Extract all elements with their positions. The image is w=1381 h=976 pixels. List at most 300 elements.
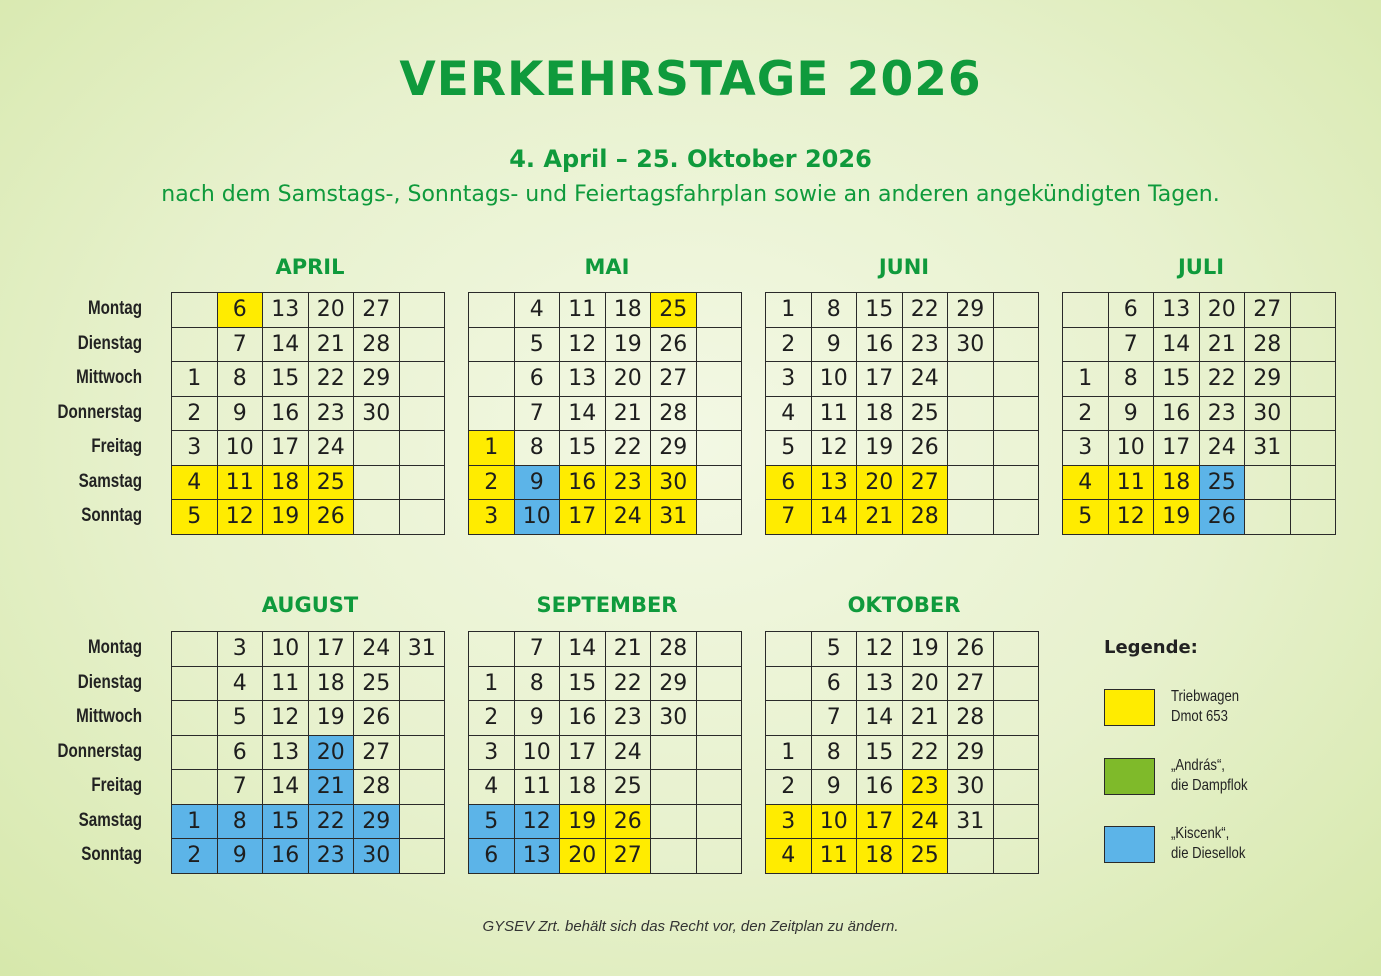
- day-cell: [469, 632, 515, 667]
- day-cell: [399, 839, 445, 874]
- day-cell: 8: [1108, 362, 1154, 397]
- day-cell: [993, 632, 1039, 667]
- day-cell: 26: [605, 804, 651, 839]
- day-cell: 6: [217, 735, 263, 770]
- calendar-row: [1063, 465, 1336, 500]
- legend-label-line2: die Dampflok: [1171, 777, 1248, 794]
- calendar-row: [172, 500, 445, 535]
- day-cell: [1290, 327, 1336, 362]
- day-cell: 4: [469, 770, 515, 805]
- day-cell: 30: [354, 839, 400, 874]
- day-cell: 25: [902, 839, 948, 874]
- day-cell: 7: [514, 396, 560, 431]
- day-cell: 25: [605, 770, 651, 805]
- day-cell: 23: [902, 770, 948, 805]
- day-cell: [696, 839, 742, 874]
- day-cell: 9: [514, 465, 560, 500]
- day-cell: 28: [354, 327, 400, 362]
- day-cell: 11: [217, 465, 263, 500]
- legend-label-line1: Triebwagen: [1171, 688, 1240, 705]
- day-cell: [399, 465, 445, 500]
- calendar-row: [766, 770, 1039, 805]
- day-cell: 6: [469, 839, 515, 874]
- day-cell: 29: [948, 293, 994, 328]
- day-cell: [651, 735, 697, 770]
- weekday-label: Dienstag: [77, 671, 142, 693]
- day-cell: 6: [1108, 293, 1154, 328]
- day-cell: 26: [948, 632, 994, 667]
- day-cell: 22: [605, 666, 651, 701]
- day-cell: 24: [354, 632, 400, 667]
- day-cell: [399, 701, 445, 736]
- day-cell: 2: [172, 839, 218, 874]
- day-cell: 18: [560, 770, 606, 805]
- day-cell: 29: [948, 735, 994, 770]
- day-cell: 14: [811, 500, 857, 535]
- day-cell: 10: [263, 632, 309, 667]
- day-cell: 24: [902, 362, 948, 397]
- calendar-row: [766, 666, 1039, 701]
- weekday-label: Montag: [87, 298, 142, 319]
- weekday-label: Samstag: [78, 470, 142, 492]
- day-cell: 27: [354, 293, 400, 328]
- calendar-row: [172, 632, 445, 667]
- day-cell: 5: [1063, 500, 1109, 535]
- day-cell: 22: [902, 293, 948, 328]
- day-cell: 11: [560, 293, 606, 328]
- day-cell: 17: [308, 632, 354, 667]
- day-cell: [172, 735, 218, 770]
- day-cell: 25: [902, 396, 948, 431]
- calendar-row: [469, 701, 742, 736]
- day-cell: 26: [354, 701, 400, 736]
- day-cell: [948, 362, 994, 397]
- day-cell: 10: [514, 500, 560, 535]
- day-cell: 19: [605, 327, 651, 362]
- day-cell: 5: [469, 804, 515, 839]
- day-cell: [469, 396, 515, 431]
- day-cell: [993, 293, 1039, 328]
- day-cell: 28: [948, 701, 994, 736]
- day-cell: 13: [560, 362, 606, 397]
- day-cell: [993, 327, 1039, 362]
- weekday-label: Sonntag: [81, 505, 142, 526]
- day-cell: [651, 839, 697, 874]
- day-cell: 16: [1154, 396, 1200, 431]
- day-cell: 23: [902, 327, 948, 362]
- day-cell: [1245, 465, 1291, 500]
- day-cell: [696, 632, 742, 667]
- calendar-row: [172, 362, 445, 397]
- day-cell: 8: [811, 735, 857, 770]
- day-cell: 19: [902, 632, 948, 667]
- day-cell: 29: [354, 804, 400, 839]
- day-cell: [399, 327, 445, 362]
- day-cell: 15: [560, 431, 606, 466]
- day-cell: 24: [308, 431, 354, 466]
- day-cell: 18: [1154, 465, 1200, 500]
- month-title-september: SEPTEMBER: [536, 593, 678, 617]
- day-cell: 30: [354, 396, 400, 431]
- day-cell: 2: [766, 327, 812, 362]
- day-cell: 1: [766, 293, 812, 328]
- day-cell: 20: [1199, 293, 1245, 328]
- day-cell: 21: [308, 770, 354, 805]
- calendar-row: [469, 293, 742, 328]
- calendar-row: [172, 770, 445, 805]
- calendar-juli: [1062, 292, 1336, 535]
- day-cell: 23: [1199, 396, 1245, 431]
- day-cell: [696, 666, 742, 701]
- calendar-row: [469, 362, 742, 397]
- weekday-labels-row-1: [0, 292, 142, 534]
- day-cell: 25: [354, 666, 400, 701]
- calendar-row: [172, 804, 445, 839]
- day-cell: 5: [766, 431, 812, 466]
- day-cell: 23: [605, 701, 651, 736]
- day-cell: 17: [263, 431, 309, 466]
- day-cell: [993, 770, 1039, 805]
- day-cell: [651, 770, 697, 805]
- day-cell: 10: [217, 431, 263, 466]
- day-cell: [469, 327, 515, 362]
- day-cell: 9: [217, 839, 263, 874]
- day-cell: [696, 327, 742, 362]
- calendar-row: [172, 839, 445, 874]
- day-cell: [696, 465, 742, 500]
- legend-label-line2: Dmot 653: [1171, 708, 1228, 725]
- day-cell: 28: [902, 500, 948, 535]
- month-title-juni: JUNI: [878, 255, 930, 279]
- day-cell: 7: [217, 770, 263, 805]
- day-cell: 7: [514, 632, 560, 667]
- day-cell: 17: [560, 500, 606, 535]
- day-cell: 17: [857, 362, 903, 397]
- calendar-row: [469, 839, 742, 874]
- day-cell: 9: [514, 701, 560, 736]
- day-cell: 26: [651, 327, 697, 362]
- day-cell: 14: [857, 701, 903, 736]
- day-cell: [172, 770, 218, 805]
- day-cell: 22: [308, 362, 354, 397]
- day-cell: 1: [172, 804, 218, 839]
- calendar-september: [468, 631, 742, 874]
- day-cell: [993, 500, 1039, 535]
- day-cell: 22: [605, 431, 651, 466]
- day-cell: [993, 839, 1039, 874]
- day-cell: 12: [263, 701, 309, 736]
- day-cell: 19: [1154, 500, 1200, 535]
- day-cell: 20: [857, 465, 903, 500]
- day-cell: 22: [1199, 362, 1245, 397]
- day-cell: 13: [1154, 293, 1200, 328]
- day-cell: 19: [263, 500, 309, 535]
- day-cell: [172, 632, 218, 667]
- day-cell: 27: [948, 666, 994, 701]
- calendar-row: [172, 293, 445, 328]
- day-cell: 24: [1199, 431, 1245, 466]
- day-cell: [354, 465, 400, 500]
- calendar-row: [766, 632, 1039, 667]
- day-cell: 24: [605, 500, 651, 535]
- day-cell: [993, 701, 1039, 736]
- day-cell: 16: [263, 839, 309, 874]
- day-cell: [354, 500, 400, 535]
- calendar-row: [469, 327, 742, 362]
- day-cell: 25: [1199, 465, 1245, 500]
- day-cell: [993, 666, 1039, 701]
- calendar-row: [766, 735, 1039, 770]
- day-cell: 8: [217, 362, 263, 397]
- day-cell: 17: [857, 804, 903, 839]
- day-cell: 15: [857, 293, 903, 328]
- day-cell: 20: [605, 362, 651, 397]
- day-cell: 31: [1245, 431, 1291, 466]
- schedule-description: nach dem Samstags-, Sonntags- und Feiertagsfahrplan sowie an anderen angekündigten Tagen.: [161, 182, 1220, 207]
- day-cell: 7: [811, 701, 857, 736]
- day-cell: 8: [811, 293, 857, 328]
- calendar-april: [171, 292, 445, 535]
- day-cell: [993, 735, 1039, 770]
- calendar-row: [172, 465, 445, 500]
- day-cell: 16: [263, 396, 309, 431]
- day-cell: [696, 500, 742, 535]
- day-cell: [399, 431, 445, 466]
- day-cell: 18: [857, 839, 903, 874]
- day-cell: 12: [514, 804, 560, 839]
- day-cell: 14: [560, 396, 606, 431]
- day-cell: 29: [1245, 362, 1291, 397]
- day-cell: 10: [1108, 431, 1154, 466]
- day-cell: 4: [766, 839, 812, 874]
- month-title-august: AUGUST: [261, 593, 359, 617]
- day-cell: [399, 293, 445, 328]
- day-cell: [1290, 431, 1336, 466]
- month-title-juli: JULI: [1177, 255, 1225, 279]
- day-cell: 28: [651, 632, 697, 667]
- calendar-row: [172, 396, 445, 431]
- day-cell: 12: [857, 632, 903, 667]
- calendar-row: [766, 804, 1039, 839]
- day-cell: 9: [811, 327, 857, 362]
- day-cell: 2: [1063, 396, 1109, 431]
- day-cell: [354, 431, 400, 466]
- page-title: VERKEHRSTAGE 2026: [399, 52, 982, 107]
- day-cell: [948, 465, 994, 500]
- day-cell: 3: [469, 500, 515, 535]
- day-cell: 4: [1063, 465, 1109, 500]
- day-cell: 15: [263, 804, 309, 839]
- day-cell: 28: [651, 396, 697, 431]
- day-cell: [696, 804, 742, 839]
- day-cell: 1: [1063, 362, 1109, 397]
- day-cell: [172, 293, 218, 328]
- day-cell: 3: [766, 804, 812, 839]
- calendar-row: [1063, 293, 1336, 328]
- day-cell: [1290, 293, 1336, 328]
- day-cell: 12: [217, 500, 263, 535]
- legend-label-line1: „Kiscenk“,: [1171, 825, 1230, 842]
- day-cell: 9: [811, 770, 857, 805]
- day-cell: 19: [560, 804, 606, 839]
- day-cell: 15: [560, 666, 606, 701]
- weekday-label: Samstag: [78, 809, 142, 831]
- calendar-row: [172, 735, 445, 770]
- day-cell: 7: [217, 327, 263, 362]
- day-cell: 18: [857, 396, 903, 431]
- day-cell: 13: [811, 465, 857, 500]
- weekday-label: Donnerstag: [57, 740, 142, 762]
- day-cell: 21: [605, 632, 651, 667]
- date-range-subtitle: 4. April – 25. Oktober 2026: [509, 145, 872, 173]
- weekday-label: Sonntag: [81, 844, 142, 865]
- day-cell: 24: [605, 735, 651, 770]
- day-cell: 10: [811, 804, 857, 839]
- legend-label-line2: die Diesellok: [1171, 845, 1246, 862]
- day-cell: [766, 632, 812, 667]
- day-cell: 13: [263, 293, 309, 328]
- day-cell: 30: [1245, 396, 1291, 431]
- legend-title: Legende:: [1104, 637, 1198, 658]
- day-cell: [696, 735, 742, 770]
- weekday-label: Freitag: [91, 436, 142, 457]
- day-cell: 17: [1154, 431, 1200, 466]
- weekday-label: Mittwoch: [76, 706, 142, 727]
- day-cell: [993, 431, 1039, 466]
- day-cell: 29: [354, 362, 400, 397]
- day-cell: 8: [217, 804, 263, 839]
- calendar-row: [172, 701, 445, 736]
- day-cell: 18: [605, 293, 651, 328]
- day-cell: [172, 327, 218, 362]
- day-cell: 3: [217, 632, 263, 667]
- day-cell: [399, 804, 445, 839]
- day-cell: [696, 396, 742, 431]
- day-cell: [1290, 362, 1336, 397]
- calendar-row: [766, 500, 1039, 535]
- day-cell: 13: [857, 666, 903, 701]
- day-cell: 3: [172, 431, 218, 466]
- day-cell: [399, 500, 445, 535]
- calendar-row: [172, 327, 445, 362]
- calendar-row: [766, 396, 1039, 431]
- day-cell: 2: [172, 396, 218, 431]
- legend-item-kiscenk: [1104, 824, 1262, 864]
- day-cell: 26: [1199, 500, 1245, 535]
- day-cell: [399, 362, 445, 397]
- day-cell: 27: [902, 465, 948, 500]
- day-cell: 6: [766, 465, 812, 500]
- day-cell: 13: [514, 839, 560, 874]
- day-cell: 29: [651, 431, 697, 466]
- day-cell: [399, 666, 445, 701]
- day-cell: 20: [308, 293, 354, 328]
- calendar-row: [766, 701, 1039, 736]
- calendar-row: [469, 666, 742, 701]
- day-cell: [399, 396, 445, 431]
- day-cell: 15: [857, 735, 903, 770]
- day-cell: 30: [948, 327, 994, 362]
- day-cell: [948, 500, 994, 535]
- day-cell: 14: [263, 327, 309, 362]
- day-cell: 21: [857, 500, 903, 535]
- day-cell: [993, 362, 1039, 397]
- weekday-labels-row-2: [0, 631, 142, 873]
- day-cell: [948, 431, 994, 466]
- day-cell: [696, 293, 742, 328]
- day-cell: 12: [560, 327, 606, 362]
- day-cell: 7: [1108, 327, 1154, 362]
- day-cell: 19: [857, 431, 903, 466]
- day-cell: [993, 804, 1039, 839]
- month-title-oktober: OKTOBER: [847, 593, 961, 617]
- day-cell: [696, 362, 742, 397]
- day-cell: 20: [560, 839, 606, 874]
- day-cell: [399, 770, 445, 805]
- day-cell: 11: [263, 666, 309, 701]
- day-cell: 6: [217, 293, 263, 328]
- day-cell: 18: [263, 465, 309, 500]
- day-cell: 19: [308, 701, 354, 736]
- day-cell: 31: [399, 632, 445, 667]
- day-cell: 10: [811, 362, 857, 397]
- calendar-oktober: [765, 631, 1039, 874]
- day-cell: 3: [766, 362, 812, 397]
- calendar-row: [766, 362, 1039, 397]
- day-cell: 6: [514, 362, 560, 397]
- calendar-row: [766, 293, 1039, 328]
- day-cell: 5: [811, 632, 857, 667]
- day-cell: 25: [651, 293, 697, 328]
- calendar-mai: [468, 292, 742, 535]
- day-cell: [651, 804, 697, 839]
- day-cell: 21: [308, 327, 354, 362]
- day-cell: 31: [948, 804, 994, 839]
- footnote-disclaimer: GYSEV Zrt. behält sich das Recht vor, den Zeitplan zu ändern.: [482, 918, 899, 935]
- calendar-row: [1063, 327, 1336, 362]
- calendar-row: [469, 431, 742, 466]
- day-cell: [1063, 327, 1109, 362]
- day-cell: 2: [469, 465, 515, 500]
- legend-item-andras: [1104, 756, 1264, 796]
- day-cell: 30: [651, 701, 697, 736]
- calendar-row: [766, 327, 1039, 362]
- calendar-row: [469, 500, 742, 535]
- legend-swatch-green: [1104, 758, 1155, 795]
- day-cell: 5: [217, 701, 263, 736]
- month-title-mai: MAI: [584, 255, 630, 279]
- day-cell: [696, 770, 742, 805]
- calendar-row: [1063, 431, 1336, 466]
- day-cell: 21: [902, 701, 948, 736]
- weekday-label: Dienstag: [77, 332, 142, 354]
- day-cell: 11: [811, 396, 857, 431]
- day-cell: 29: [651, 666, 697, 701]
- calendar-row: [766, 431, 1039, 466]
- day-cell: 26: [308, 500, 354, 535]
- day-cell: 16: [857, 770, 903, 805]
- calendar-row: [1063, 500, 1336, 535]
- day-cell: 22: [902, 735, 948, 770]
- day-cell: [993, 396, 1039, 431]
- day-cell: 9: [1108, 396, 1154, 431]
- day-cell: 23: [308, 839, 354, 874]
- day-cell: [469, 362, 515, 397]
- day-cell: 1: [766, 735, 812, 770]
- day-cell: 11: [1108, 465, 1154, 500]
- day-cell: 30: [651, 465, 697, 500]
- day-cell: [469, 293, 515, 328]
